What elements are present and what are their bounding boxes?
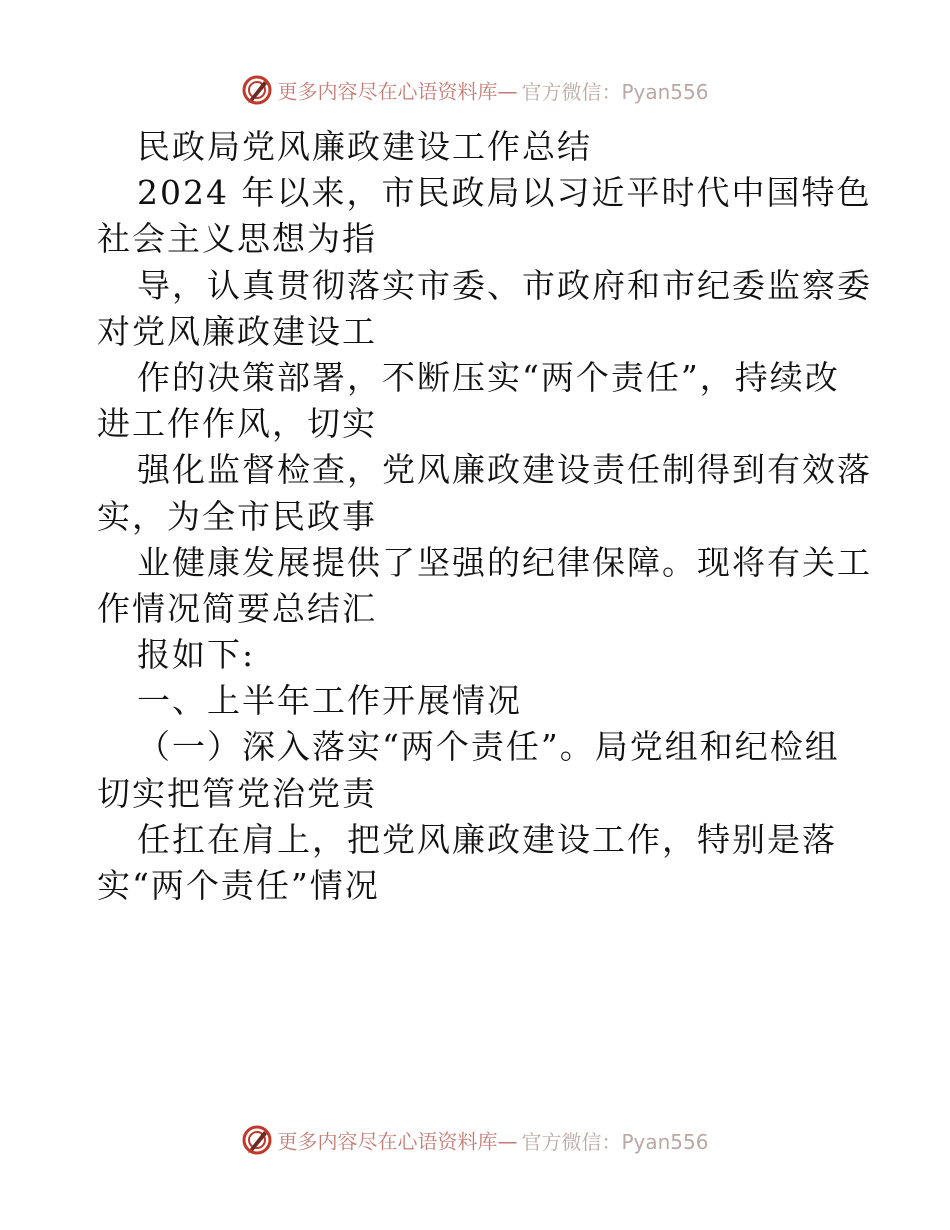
watermark-footer	[0, 1124, 950, 1156]
text-line: 实“两个责任”情况	[97, 866, 380, 905]
text-line: （一）深入落实“两个责任”。局党组和纪检组	[137, 727, 840, 767]
watermark-text: 更多内容尽在心语资料库—	[277, 79, 518, 104]
text-line: 2024 年以来，市民政局以习近平时代中国特色	[137, 173, 872, 213]
document-body	[97, 124, 877, 909]
text-line: 社会主义思想为指	[97, 219, 377, 259]
text-line: 对党风廉政建设工	[97, 311, 377, 351]
text-line: 切实把管党治党责	[97, 773, 377, 813]
text-line: 强化监督检查，党风廉政建设责任制得到有效落	[137, 450, 872, 490]
text-line: 导，认真贯彻落实市委、市政府和市纪委监察委	[137, 265, 872, 305]
text-line: 报如下:	[137, 635, 256, 675]
text-line: 业健康发展提供了坚强的纪律保障。现将有关工	[137, 542, 872, 582]
watermark-text: 更多内容尽在心语资料库—	[277, 1129, 518, 1154]
pen-logo-icon	[241, 1124, 273, 1156]
text-line: 进工作作风，切实	[97, 404, 377, 444]
text-line: 实，为全市民政事	[97, 496, 377, 536]
pen-logo-icon	[241, 74, 273, 106]
watermark-header	[0, 74, 950, 106]
text-line: 作情况简要总结汇	[97, 588, 377, 628]
watermark-wechat: 官方微信：Pyan556	[521, 1129, 709, 1154]
text-line: 一、上半年工作开展情况	[137, 681, 522, 721]
watermark-wechat: 官方微信：Pyan556	[521, 79, 709, 104]
text-line: 任扛在肩上，把党风廉政建设工作，特别是落	[137, 819, 837, 859]
text-line: 民政局党风廉政建设工作总结	[137, 127, 592, 166]
text-line: 作的决策部署，不断压实“两个责任”，持续改	[137, 357, 840, 397]
